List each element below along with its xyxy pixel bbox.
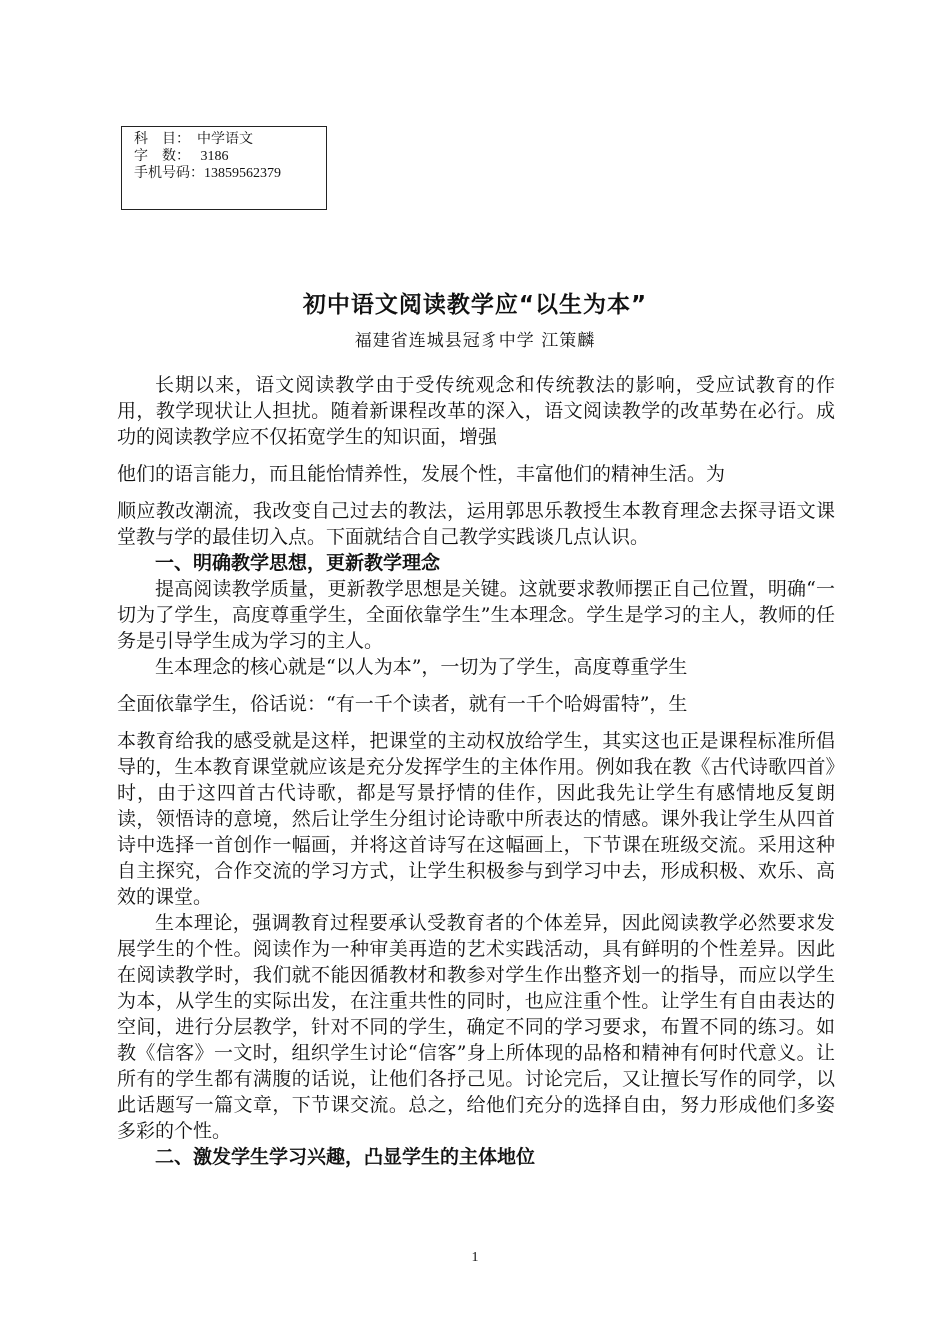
word-count-line: 字 数： 3186: [134, 149, 229, 164]
paragraph: 生本理论，强调教育过程要承认受教育者的个体差异，因此阅读教学必然要求发展学生的个性。阅读作为一种审美再造的艺术实践活动，具有鲜明的个性差异。因此在阅读教学时，我们就不能因循教材和教参对学生作出整齐划一的指导，而应以学生为本，从学生的实际出发，在注重共性的同时，也应注重个性。让学生有自由表达的空间，进行分层教学，针对不同的学生，确定不同的学习要求，布置不同的练习。如教《信客》一文时，组织学生讨论“信客”身上所体现的品格和精神有何时代意义。让所有的学生都有满腹的话说，让他们各抒己见。讨论完后，又让擅长写作的同学，以此话题写一篇文章，下节课交流。总之，给他们充分的选择自由，努力形成他们多姿多彩的个性。: [117, 912, 835, 1142]
paragraph: 提高阅读教学质量，更新教学思想是关键。这就要求教师摆正自己位置，明确“一切为了学生，高度尊重学生，全面依靠学生”生本理念。学生是学习的主人，教师的任务是引导学生成为学习的主人。: [117, 578, 835, 652]
paragraph: 本教育给我的感受就是这样，把课堂的主动权放给学生，其实这也正是课程标准所倡导的，生本教育课堂就应该是充分发挥学生的主体作用。例如我在教《古代诗歌四首》时，由于这四首古代诗歌，都是写景抒情的佳作，因此我先让学生有感情地反复朗读，领悟诗的意境，然后让学生分组讨论诗歌中所表达的情感。课外我让学生从四首诗中选择一首创作一幅画，并将这首诗写在这幅画上，下节课在班级交流。采用这种自主探究，合作交流的学习方式，让学生积极参与到学习中去，形成积极、欢乐、高效的课堂。: [117, 730, 835, 908]
page-number: 1: [471, 1250, 479, 1265]
document-body: [117, 372, 835, 1170]
paragraph: 全面依靠学生，俗话说：“有一千个读者，就有一千个哈姆雷特”，生: [117, 693, 688, 715]
paragraph: 顺应教改潮流，我改变自己过去的教法，运用郭思乐教授生本教育理念去探寻语文课堂教与学的最佳切入点。下面就结合自己教学实践谈几点认识。: [117, 500, 835, 548]
paragraph: 生本理念的核心就是“以人为本”，一切为了学生，高度尊重学生: [155, 656, 688, 678]
section-heading: 二、激发学生学习兴趣，凸显学生的主体地位: [155, 1146, 536, 1168]
phone-line: 手机号码：13859562379: [134, 166, 281, 181]
info-box: [121, 126, 327, 210]
paragraph: 长期以来，语文阅读教学由于受传统观念和传统教法的影响，受应试教育的作用，教学现状让人担扰。随着新课程改革的深入，语文阅读教学的改革势在必行。成功的阅读教学应不仅拓宽学生的知识面，增强: [117, 374, 835, 448]
subject-line: 科 目： 中学语文: [134, 132, 253, 147]
author-line: 福建省连城县冠豸中学 江策麟: [354, 331, 596, 351]
section-heading: 一、明确教学思想，更新教学理念: [155, 552, 441, 574]
paragraph: 他们的语言能力，而且能怡情养性，发展个性，丰富他们的精神生活。为: [117, 463, 726, 485]
document-title: 初中语文阅读教学应“以生为本”: [302, 292, 648, 318]
